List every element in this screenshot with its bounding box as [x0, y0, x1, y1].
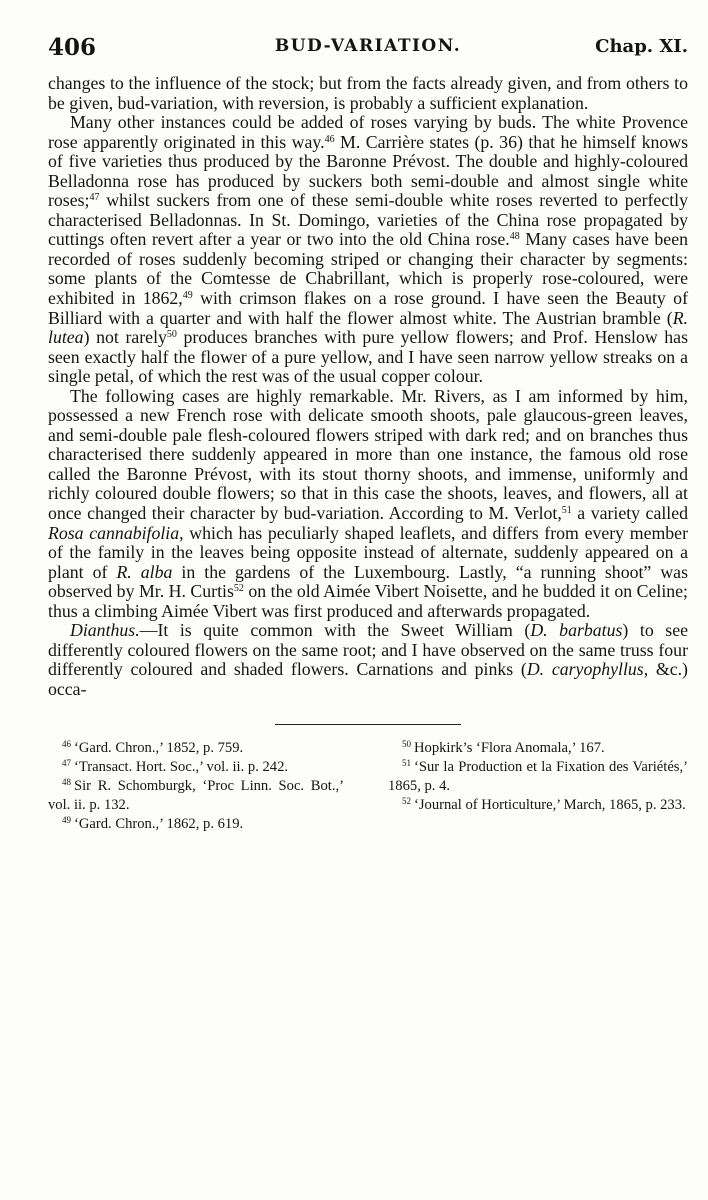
text-run: with crimson flakes on a rose ground. I have seen the Beauty of Billiard with a quarter and with half the flower almost white. The Austrian bramble (	[48, 288, 688, 328]
footnote-50	[388, 739, 688, 758]
text-run: a variety called	[571, 503, 689, 524]
footnote-ref-48[interactable]: 48	[509, 231, 520, 243]
paragraph-4	[48, 621, 688, 699]
footnote-47	[48, 758, 344, 777]
footnote-ref-49[interactable]: 49	[182, 290, 193, 302]
footnotes-right-column	[388, 739, 688, 834]
footnote-number: 52	[402, 795, 411, 806]
paragraph-1: changes to the influence of the stock; but from the facts already given, and from others to be given, bud-variation, with reversion, is probably a sufficient explanation.	[48, 73, 688, 113]
paragraph-2	[48, 113, 688, 387]
footnote-text: ‘Transact. Hort. Soc.,’ vol. ii. p. 242.	[74, 758, 289, 775]
text-run: The following cases are highly remarkable. Mr. Rivers, as I am informed by him, possessed a new French rose with delicate smooth shoots, pale glaucous-green leaves, and semi-double pale flesh-coloured flowers striped with dark red; and on branches thus characterised there suddenly appeared in more than one instance, the famous old rose called the Baronne Prévost, with its stout thorny shoots, and immense, uniformly and richly coloured double flowers; so that in this case the shoots, leaves, and flowers, all at once changed their character by bud-variation. According to M. Verlot,	[48, 385, 688, 524]
footnote-52	[388, 796, 688, 815]
footnote-46	[48, 739, 344, 758]
footnote-text: Hopkirk’s ‘Flora Anomala,’ 167.	[414, 739, 605, 756]
chapter-label: Chap. XI.	[595, 36, 688, 57]
species-name: D. barbatus	[530, 620, 623, 641]
footnote-number: 50	[402, 738, 411, 749]
text-run: ) not rarely	[83, 327, 167, 348]
footnotes	[48, 739, 688, 834]
species-name: Rosa cannabifolia	[48, 522, 180, 543]
footnote-number: 46	[62, 738, 71, 749]
footnote-ref-50[interactable]: 50	[166, 329, 177, 341]
text-run: , &c.) occa-	[48, 659, 688, 699]
footnote-ref-46[interactable]: 46	[324, 133, 335, 145]
text-run: , which has peculiarly shaped leaflets, and differs from every member of the family in the leaves being opposite instead of alternate, suddenly appeared on a plant of	[48, 522, 689, 582]
text-run: produces branches with pure yellow flowers; and Prof. Henslow has seen exactly half the flower of a pure yellow, and I have seen narrow yellow streaks on a single petal, of which the rest was of the usual copper colour.	[48, 327, 688, 387]
footnotes-left-column	[48, 739, 344, 834]
footnote-number: 51	[402, 757, 411, 768]
text-run: M. Carrière states (p. 36) that he himself knows of five varieties thus produced by the Baronne Prévost. The double and highly-coloured Belladonna rose has produced by suckers both semi-double and almost single white roses;	[48, 131, 688, 211]
footnote-49	[48, 815, 344, 834]
footnote-number: 48	[62, 776, 71, 787]
main-text	[48, 74, 688, 700]
section-heading: Dianthus.	[70, 620, 140, 641]
text-run: on the old Aimée Vibert Noisette, and he budded it on Celine; thus a climbing Aimée Vibert was first produced and afterwards propagated.	[48, 581, 688, 621]
species-name: D. caryophyllus	[526, 659, 644, 680]
footnote-text: Sir R. Schomburgk, ‘Proc Linn. Soc. Bot.,’ vol. ii. p. 132.	[48, 777, 344, 813]
footnote-51	[388, 758, 688, 796]
text-run: Many cases have been recorded of roses suddenly becoming striped or changing their character by segments: some plants of the Comtesse de Chabrillant, which is properly rose-coloured, were exhibited in 1862,	[48, 229, 688, 309]
footnote-ref-51[interactable]: 51	[561, 505, 572, 517]
footnote-divider	[275, 724, 461, 725]
footnote-text: ‘Sur la Production et la Fixation des Variétés,’ 1865, p. 4.	[388, 758, 688, 794]
page-number: 406	[48, 34, 97, 61]
footnote-48	[48, 777, 344, 815]
running-title: BUD-VARIATION.	[274, 36, 462, 56]
text-run: in the gardens of the Luxembourg. Lastly, “a running shoot” was observed by Mr. H. Curtis	[48, 561, 688, 602]
text-run: —It is quite common with the Sweet William (	[139, 620, 531, 641]
paragraph-3	[48, 387, 688, 622]
species-name: R. lutea	[48, 307, 688, 348]
footnote-ref-52[interactable]: 52	[233, 583, 244, 595]
footnote-ref-47[interactable]: 47	[89, 192, 100, 204]
footnote-text: ‘Journal of Horticulture,’ March, 1865, p. 233.	[414, 796, 686, 813]
text-run: ) to see differently coloured flowers on the same root; and I have observed on the same truss four differently coloured and shaded flowers. Carnations and pinks (	[48, 620, 688, 680]
text-run: Many other instances could be added of roses varying by buds. The white Provence rose apparently originated in this way.	[48, 112, 688, 152]
species-name: R. alba	[116, 561, 173, 582]
page-header	[48, 34, 688, 74]
footnote-number: 49	[62, 814, 71, 825]
footnote-text: ‘Gard. Chron.,’ 1862, p. 619.	[74, 815, 244, 832]
footnote-number: 47	[62, 757, 71, 768]
footnote-text: ‘Gard. Chron.,’ 1852, p. 759.	[74, 739, 244, 756]
text-run: whilst suckers from one of these semi-double white roses reverted to perfectly characterised Belladonnas. In St. Domingo, varieties of the China rose propagated by cuttings often revert after a year or two into the old China rose.	[48, 190, 688, 250]
